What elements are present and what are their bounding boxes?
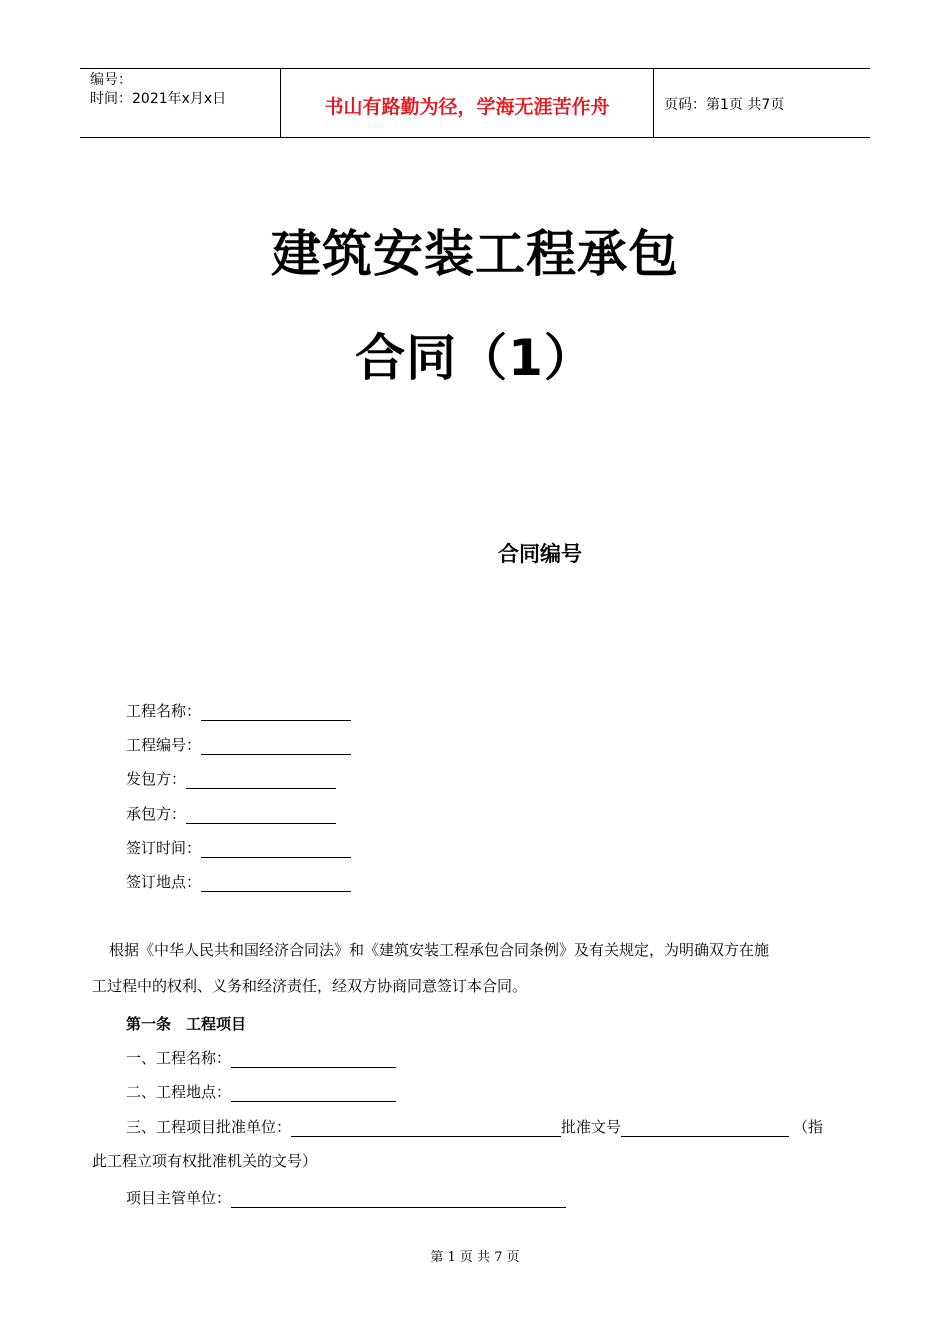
fill-line: [231, 1085, 396, 1102]
item-approval-note: 此工程立项有权批准机关的文号）: [92, 1152, 318, 1170]
item-label: 项目主管单位：: [126, 1189, 232, 1207]
article1-title: 第一条 工程项目: [126, 1015, 247, 1033]
contract-number-label: 合同编号: [498, 542, 582, 566]
field-label: 签订时间：: [126, 839, 202, 857]
intro-line-1: 根据《中华人民共和国经济合同法》和《建筑安装工程承包合同条例》及有关规定，为明确双方在施: [109, 941, 770, 959]
fill-line: [231, 1191, 566, 1208]
field-project-number: [126, 734, 351, 755]
approval-doc-label: 批准文号: [561, 1118, 622, 1136]
motto: 书山有路勤为径，学海无涯苦作舟: [281, 69, 654, 137]
intro-paragraph: [92, 932, 862, 1004]
field-contractor: [126, 803, 336, 824]
fill-line: [201, 704, 351, 721]
item-approval-unit: [126, 1116, 823, 1137]
field-label: 签订地点：: [126, 873, 202, 891]
header-table: [80, 68, 870, 138]
header-meta: [80, 69, 281, 137]
field-label: 工程名称：: [126, 702, 202, 720]
note-open: （指: [793, 1118, 824, 1136]
page-footer: 第 1 页 共 7 页: [430, 1250, 520, 1265]
item-label: 三、工程项目批准单位：: [126, 1118, 292, 1136]
item-label: 二、工程地点：: [126, 1083, 232, 1101]
item-supervising-unit: [126, 1187, 566, 1208]
intro-line-2: 工过程中的权利、义务和经济责任，经双方协商同意签订本合同。: [92, 977, 528, 995]
document-title-line2: 合同（1）: [355, 329, 595, 387]
fill-line: [201, 738, 351, 755]
fill-line: [186, 772, 336, 789]
field-label: 发包方：: [126, 770, 187, 788]
document-title-line1: 建筑安装工程承包: [271, 225, 679, 283]
field-label: 工程编号：: [126, 736, 202, 754]
fill-line: [231, 1051, 396, 1068]
field-sign-place: [126, 871, 351, 892]
item-project-name: [126, 1047, 396, 1068]
item-label: 一、工程名称：: [126, 1049, 232, 1067]
fill-line: [201, 875, 351, 892]
fill-line: [201, 841, 351, 858]
field-project-name: [126, 700, 351, 721]
field-label: 承包方：: [126, 805, 187, 823]
fill-line: [621, 1120, 789, 1137]
page-info: 页码：第1页 共7页: [664, 97, 785, 113]
fill-line: [186, 807, 336, 824]
fill-line: [291, 1120, 561, 1137]
item-project-location: [126, 1081, 396, 1102]
number-label: 编号：: [90, 72, 132, 88]
time-label: 时间：2021年x月x日: [90, 91, 227, 107]
field-sign-date: [126, 837, 351, 858]
field-employer: [126, 768, 336, 789]
